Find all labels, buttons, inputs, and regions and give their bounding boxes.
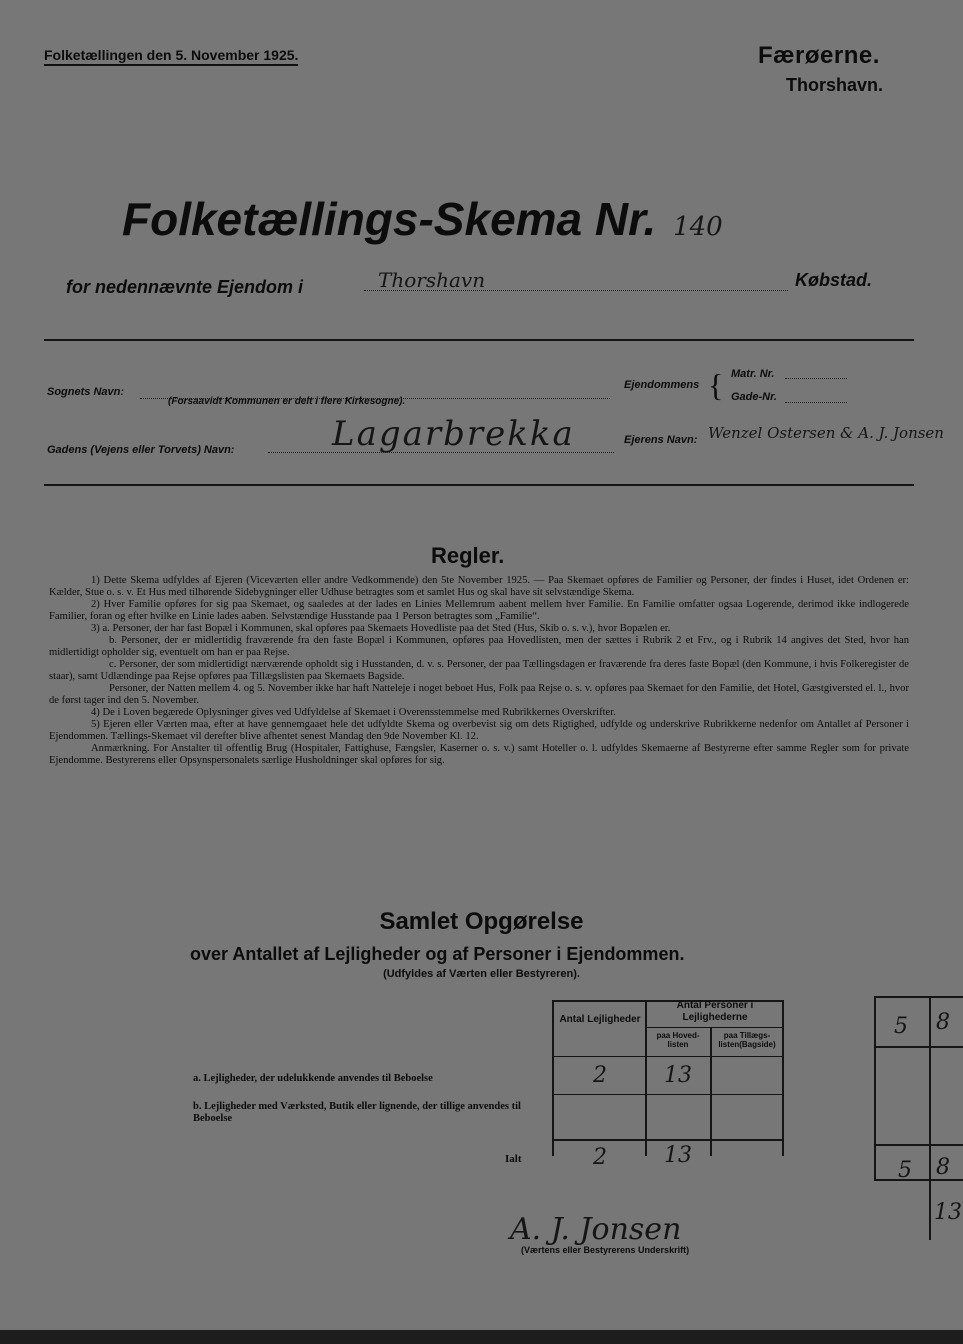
row-a-label: a. Lejligheder, der udelukkende anvendes til Beboelse [193, 1073, 433, 1084]
town-name: Thorshavn. [786, 75, 884, 95]
region-name: Færøerne. [758, 42, 880, 69]
property-prefix: for nedennævnte Ejendom i [66, 277, 304, 297]
col-personer-header: Antal Personer i Lejlighederne [676, 1000, 754, 1023]
brace: { [708, 367, 724, 403]
rules-heading: Regler. [431, 543, 505, 568]
row-a-antal: 2 [593, 1063, 607, 1088]
rule-1: 1) Dette Skema udfyldes af Ejeren (Viceværten eller andre Vedkommende) den 5te November 1925. — Paa Skemaet opføres de Familier og Personer, der findes i Huset, idet Ordenen er: Kælder, Stue o. s. v. Et Hus med tilhørende Sidebygninger eller Udhuse betragtes som et samlet Hus og skal have sit selvstændige Skema. [49, 575, 909, 598]
rule-3c: c. Personer, der som midlertidigt nærværende opholdt sig i Husstanden, d. v. s. Personer, der paa Tællingsdagen er fraværende fra deres faste Bopæl (den Kommune, i hvis Folkeregister de staar), samt Udlændinge paa Rejse opføres paa Tillægslisten paa Skemaets Bagside. [49, 659, 909, 682]
summary-title: Samlet Opgørelse [379, 908, 584, 935]
ejer-value: Wenzel Ostersen & A. J. Jonsen [708, 424, 944, 442]
rule-3b: b. Personer, der er midlertidig fraværende fra den faste Bopæl i Kommunen, opføres paa Hovedlisten, men der sættes i Rubrik 2 et Frv., og i Rubrik 14 angives det Sted, hvor han midlertidigt opholder sig, eventuelt om han er paa Rejse. [49, 635, 909, 658]
gade-nr-label: Gade-Nr. [731, 391, 777, 403]
signature-caption: (Værtens eller Bestyrerens Underskrift) [521, 1245, 690, 1255]
row-b-label: b. Lejligheder med Værksted, Butik eller lignende, der tillige anvendes til Beboelse [193, 1101, 521, 1124]
col-hoved-header: paa Hoved-listen [656, 1031, 700, 1049]
tally-r2b: 8 [936, 1155, 950, 1180]
tally-r2a: 5 [898, 1158, 912, 1183]
ejendom-label: Ejendommens [624, 379, 700, 391]
summary-subtitle: over Antallet af Lejligheder og af Personer i Ejendommen. [190, 944, 685, 964]
ejer-label: Ejerens Navn: [624, 434, 698, 446]
form-title-text: Folketællings-Skema Nr. [122, 193, 657, 245]
divider-mid [44, 484, 914, 486]
sogn-note: (Forsaavidt Kommunen er delt i flere Kirkesogne). [168, 396, 406, 407]
tally-r1a: 5 [894, 1014, 908, 1039]
divider-top [44, 339, 914, 341]
rule-2: 2) Hver Familie opføres for sig paa Skemaet, og saaledes at der lades en Linies Mellemrum aabent mellem hver Familie. En Familie omfatter ogsaa Logerende, derimod ikke indlogerede Familier, foran og efter hvilke en Linie lades aaben. Selvstændige Husstande paa 1 Person betragtes som „Familie“. [49, 599, 909, 622]
rule-note: Anmærkning. For Anstalter til offentlig Brug (Hospitaler, Fattighuse, Fængsler, Kaserner o. s. v.) samt Hoteller o. l. udfyldes Skemaerne af Bestyrerne efter samme Regler som for private Ejendomme. Bestyrerens eller Opsynspersonalets særlige Husholdninger skal opføres for sig. [49, 743, 909, 766]
gade-label: Gadens (Vejens eller Torvets) Navn: [47, 444, 235, 456]
rule-3d: Personer, der Natten mellem 4. og 5. November ikke har haft Natteleje i noget beboet Hus, Folk paa Rejse o. s. v. opføres paa Skemaet for den Familie, det Hotel, Gæstgiversted el. l., hvor de først tager ind den 5. November. [49, 683, 909, 706]
col-antal-header: Antal Lejligheder [559, 1014, 641, 1025]
sogn-label: Sognets Navn: [47, 386, 125, 398]
rule-5: 5) Ejeren eller Værten maa, efter at have gennemgaaet hele det udfyldte Skema og overbevist sig om dets Rigtighed, udfylde og underskrive Rubrikkerne nedenfor om Antallet af Personer i Ejendommen. Tællings-Skemaet vil derefter blive afhentet senest Mandag den 9de November Kl. 12. [49, 719, 909, 742]
signature-value: A. J. Jonsen [510, 1212, 682, 1247]
form-title [122, 192, 723, 246]
rule-3a: 3) a. Personer, der har fast Bopæl i Kommunen, skal opføres paa Skemaets Hovedliste paa det Sted (Hus, Skib o. s. v.), hvor Bopælen er. [91, 623, 671, 634]
gade-value: Lagarbrekka [332, 414, 575, 454]
form-number: 140 [673, 212, 723, 242]
census-title: Folketællingen den 5. November 1925. [44, 47, 298, 66]
summary-note: (Udfyldes af Værten eller Bestyreren). [383, 968, 580, 980]
col-tillaeg-header: paa Tillægs-listen(Bagside) [718, 1031, 776, 1049]
rules-text [49, 575, 909, 767]
tally-r1b: 8 [936, 1010, 950, 1035]
tally-r3b: 13 [934, 1200, 962, 1225]
property-town-value: Thorshavn [378, 268, 486, 292]
rule-4: 4) De i Loven begærede Oplysninger gives ved Udfyldelse af Skemaet i Overensstemmelse med Rubrikkernes Overskrifter. [91, 707, 616, 718]
total-hoved: 13 [664, 1143, 692, 1168]
page-bottom-edge [0, 1330, 963, 1344]
total-antal: 2 [593, 1145, 607, 1170]
matr-label: Matr. Nr. [731, 368, 775, 380]
row-a-hoved: 13 [664, 1063, 692, 1088]
property-suffix: Købstad. [795, 270, 873, 290]
total-label: Ialt [505, 1153, 522, 1165]
